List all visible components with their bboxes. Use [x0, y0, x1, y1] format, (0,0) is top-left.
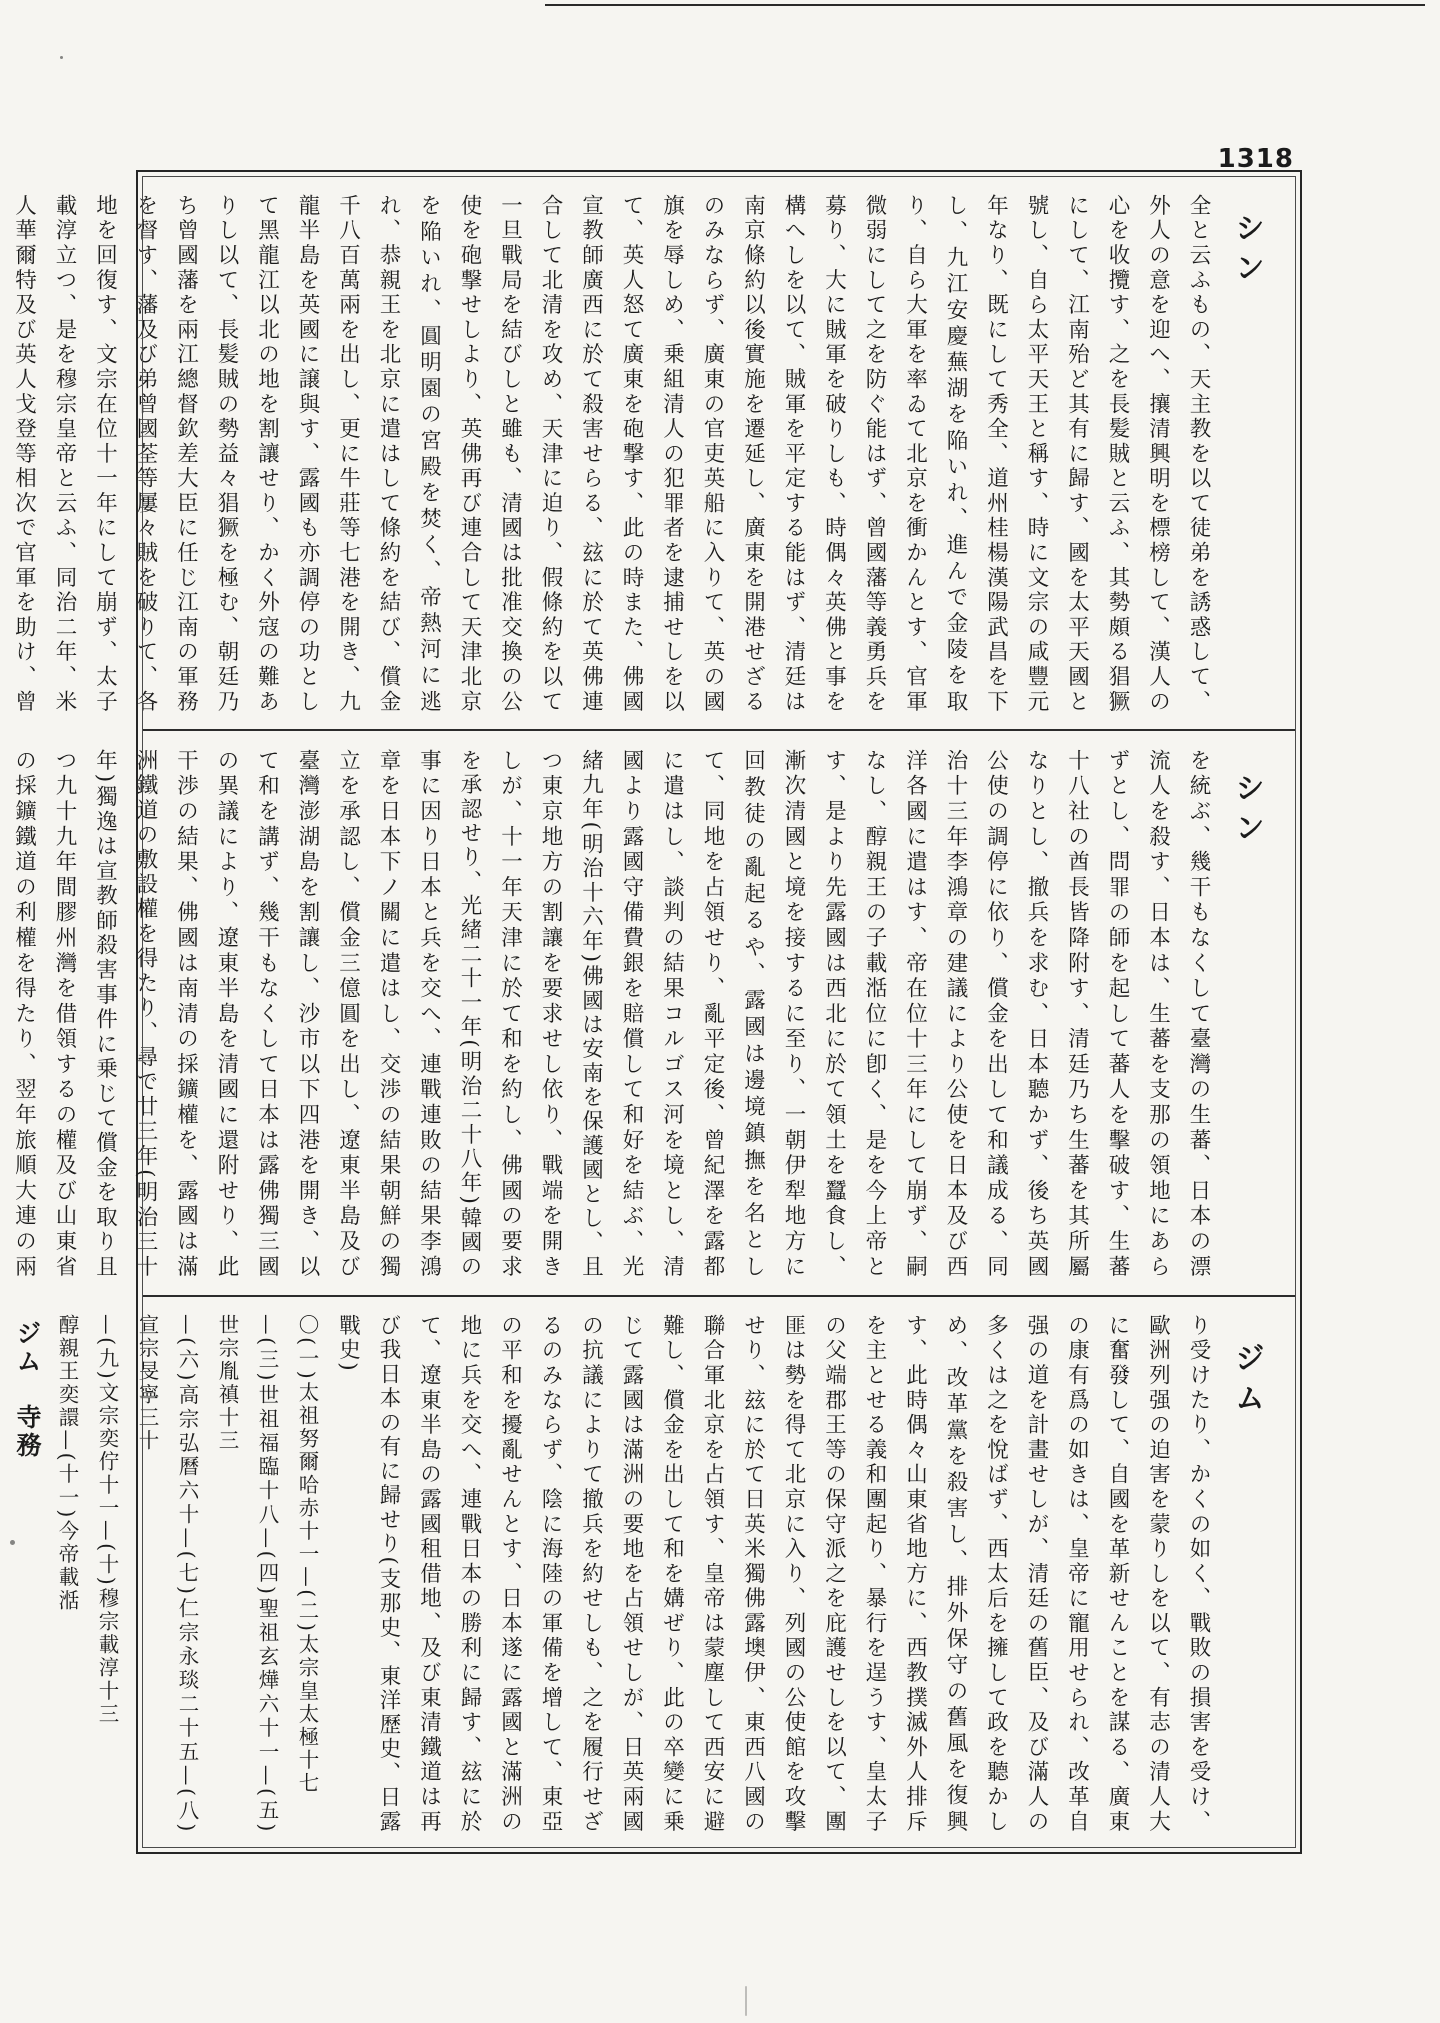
- entry-headword: ジム 寺務: [13, 1320, 42, 1460]
- text-section-top: 全と云ふもの、天主教を以て徒弟を誘惑して、外人の意を迎へ、攘清興明を標榜して、漢人の心を收攬す、之を長髪賊と云ふ、其勢頗る猖獗にして、江南殆ど其有に歸す、國を太平天國と號し、自ら太平天王と稱す、時に文宗の咸豐元年なり、既にして秀全、道州桂楊漢陽武昌を下し、九江安慶蕪湖を陥いれ、進んで金陵を取り、自ら大軍を率ゐて北京を衝かんとす、官軍微弱にして之を防ぐ能はず、曾國藩等義勇兵を募り、大に賊軍を破りしも、時偶々英佛と事を構へしを以て、賊軍を平定する能はず、清廷は南京條約以後實施を遷延し、廣東を開港せざるのみならず、廣東の官吏英船に入りて、英の國旗を辱しめ、乗組清人の犯罪者を逮捕せしを以て、英人怒て廣東を砲撃す、此の時また、佛國宣教師廣西に於て殺害せらる、玆に於て英佛連合して北清を攻め、天津に迫り、假條約を以て一旦戰局を結びしと雖も、清國は批准交換の公使を砲撃せしより、英佛再び連合して天津北京を陥いれ、圓明園の宮殿を焚く、帝熱河に逃れ、恭親王を北京に遣はして條約を結び、償金千八百萬兩を出し、更に牛莊等七港を開き、九龍半島を英國に譲與す、露國も亦調停の功として黑龍江以北の地を割讓せり、かく外寇の難ありし以て、長髪賊の勢益々猖獗を極む、朝廷乃ち曾國藩を兩江總督欽差大臣に任じ江南の軍務を督す、藩及び弟曾國荃等屢々賊を破りて、各地を回復す、文宗在位十一年にして崩ず、太子載淳立つ、是を穆宗皇帝と云ふ、同治二年、米人華爾特及び英人戈登等相次で官軍を助け、曾: [11, 194, 1211, 714]
- text-section-bottom: [13, 1314, 1218, 1834]
- genealogy-line-1: 〇(一)太祖努爾哈赤十一—(二)太宗皇太極十七: [295, 1314, 319, 1796]
- genealogy-line-2: —(三)世祖福臨十八—(四)聖祖玄燁六十一—(五)世宗胤禛十三: [215, 1314, 279, 1834]
- page-number: 1318: [1217, 144, 1294, 174]
- scan-mark: [745, 1986, 747, 2016]
- entry-definition: [0, 1314, 7, 1834]
- scan-speck: [10, 1540, 15, 1545]
- text-section-middle: を統ぶ、幾干もなくして臺灣の生蕃、日本の漂流人を殺す、日本は、生蕃を支那の領地にあらずとし、問罪の師を起して蕃人を擊破す、生蕃十八社の酋長皆降附す、清廷乃ち生蕃を其所屬なりとし、撤兵を求む、日本聽かず、後ち英國公使の調停に依り、償金を出して和議成る、同治十三年李鴻章の建議により公使を日本及び西洋各國に遣はす、帝在位十三年にして崩ず、嗣なし、醇親王の子載湉位に卽く、是を今上帝とす、是より先露國は西北に於て領土を蠶食し、漸次清國と境を接するに至り、一朝伊犁地方に回教徒の亂起るや、露國は邊境鎮撫を名として、同地を占領せり、亂平定後、曾紀澤を露都に遣はし、談判の結果コルゴス河を境とし、清國より露國守備費銀を賠償して和好を結ぶ、光緒九年(明治十六年)佛國は安南を保護國とし、且つ東京地方の割讓を要求せし依り、戰端を開きしが、十一年天津に於て和を約し、佛國の要求を承認せり、光緒二十一年(明治二十八年)韓國の事に因り日本と兵を交へ、連戰連敗の結果李鴻章を日本下ノ關に遣はし、交渉の結果朝鮮の獨立を承認し、償金三億圓を出し、遼東半島及び臺灣澎湖島を割讓し、沙市以下四港を開き、以て和を講ず、幾干もなくして日本は露佛獨三國の異議により、遼東半島を清國に還附せり、此干渉の結果、佛國は南清の採鑛權を、露國は滿洲鐵道の敷設權を得たり、尋で廿三年(明治三十年)獨逸は宣教師殺害事件に乗じて償金を取り且つ九十九年間膠州灣を借領するの權及び山東省の採鑛鐵道の利權を得たり、翌年旅順大連の兩: [11, 749, 1211, 1279]
- section-marker-bottom: ジム: [1229, 1342, 1264, 1422]
- section-marker-middle: シン: [1229, 772, 1264, 852]
- genealogy-line-5: 醇親王奕譞—(十一)今帝載湉: [55, 1314, 79, 1613]
- history-paragraph: り受けたり、かくの如く、戰敗の損害を受け、歐洲列强の迫害を蒙りしを以て、有志の清人大に奮發して、自國を革新せんことを謀る、廣東の康有爲の如きは、皇帝に寵用せられ、改革自强の道を計畫せしが、清廷の舊臣、及び滿人の多くは之を悅ばず、西太后を擁して政を聽かしめ、改革黨を殺害し、排外保守の舊風を復興す、此時偶々山東省地方に、西教撲滅外人排斥を主とせる義和團起り、暴行を逞うす、皇太子の父端郡王等の保守派之を庇護せしを以て、團匪は勢を得て北京に入り、列國の公使館を攻擊せり、玆に於て日英米獨佛露墺伊、東西八國の聯合軍北京を占領す、皇帝は蒙塵して西安に避難し、償金を出して和を媾ぜり、此の卒變に乗じて露國は滿洲の要地を占領せしが、日英兩國の抗議によりて撤兵を約せしも、之を履行せざるのみならず、陰に海陸の軍備を增して、東亞の平和を擾亂せんとす、日本遂に露國と滿洲の地に兵を交へ、連戰日本の勝利に歸す、玆に於て、遼東半島の露國租借地、及び東清鐵道は再び我日本の有に歸せり(支那史、東洋歷史、日露戰史): [335, 1314, 1211, 1834]
- top-rule: [545, 4, 1425, 6]
- scan-speck: [60, 56, 63, 59]
- section-divider: [142, 1295, 1296, 1297]
- genealogy-line-4: —(九)文宗奕佇十一—(十)穆宗載淳十三: [95, 1314, 119, 1726]
- section-divider: [142, 729, 1296, 731]
- genealogy-line-3: —(六)高宗弘曆六十—(七)仁宗永琰二十五—(八)宣宗旻寧三十: [135, 1314, 199, 1834]
- page-frame: [11, 170, 1302, 1854]
- section-marker-top: シン: [1229, 212, 1264, 292]
